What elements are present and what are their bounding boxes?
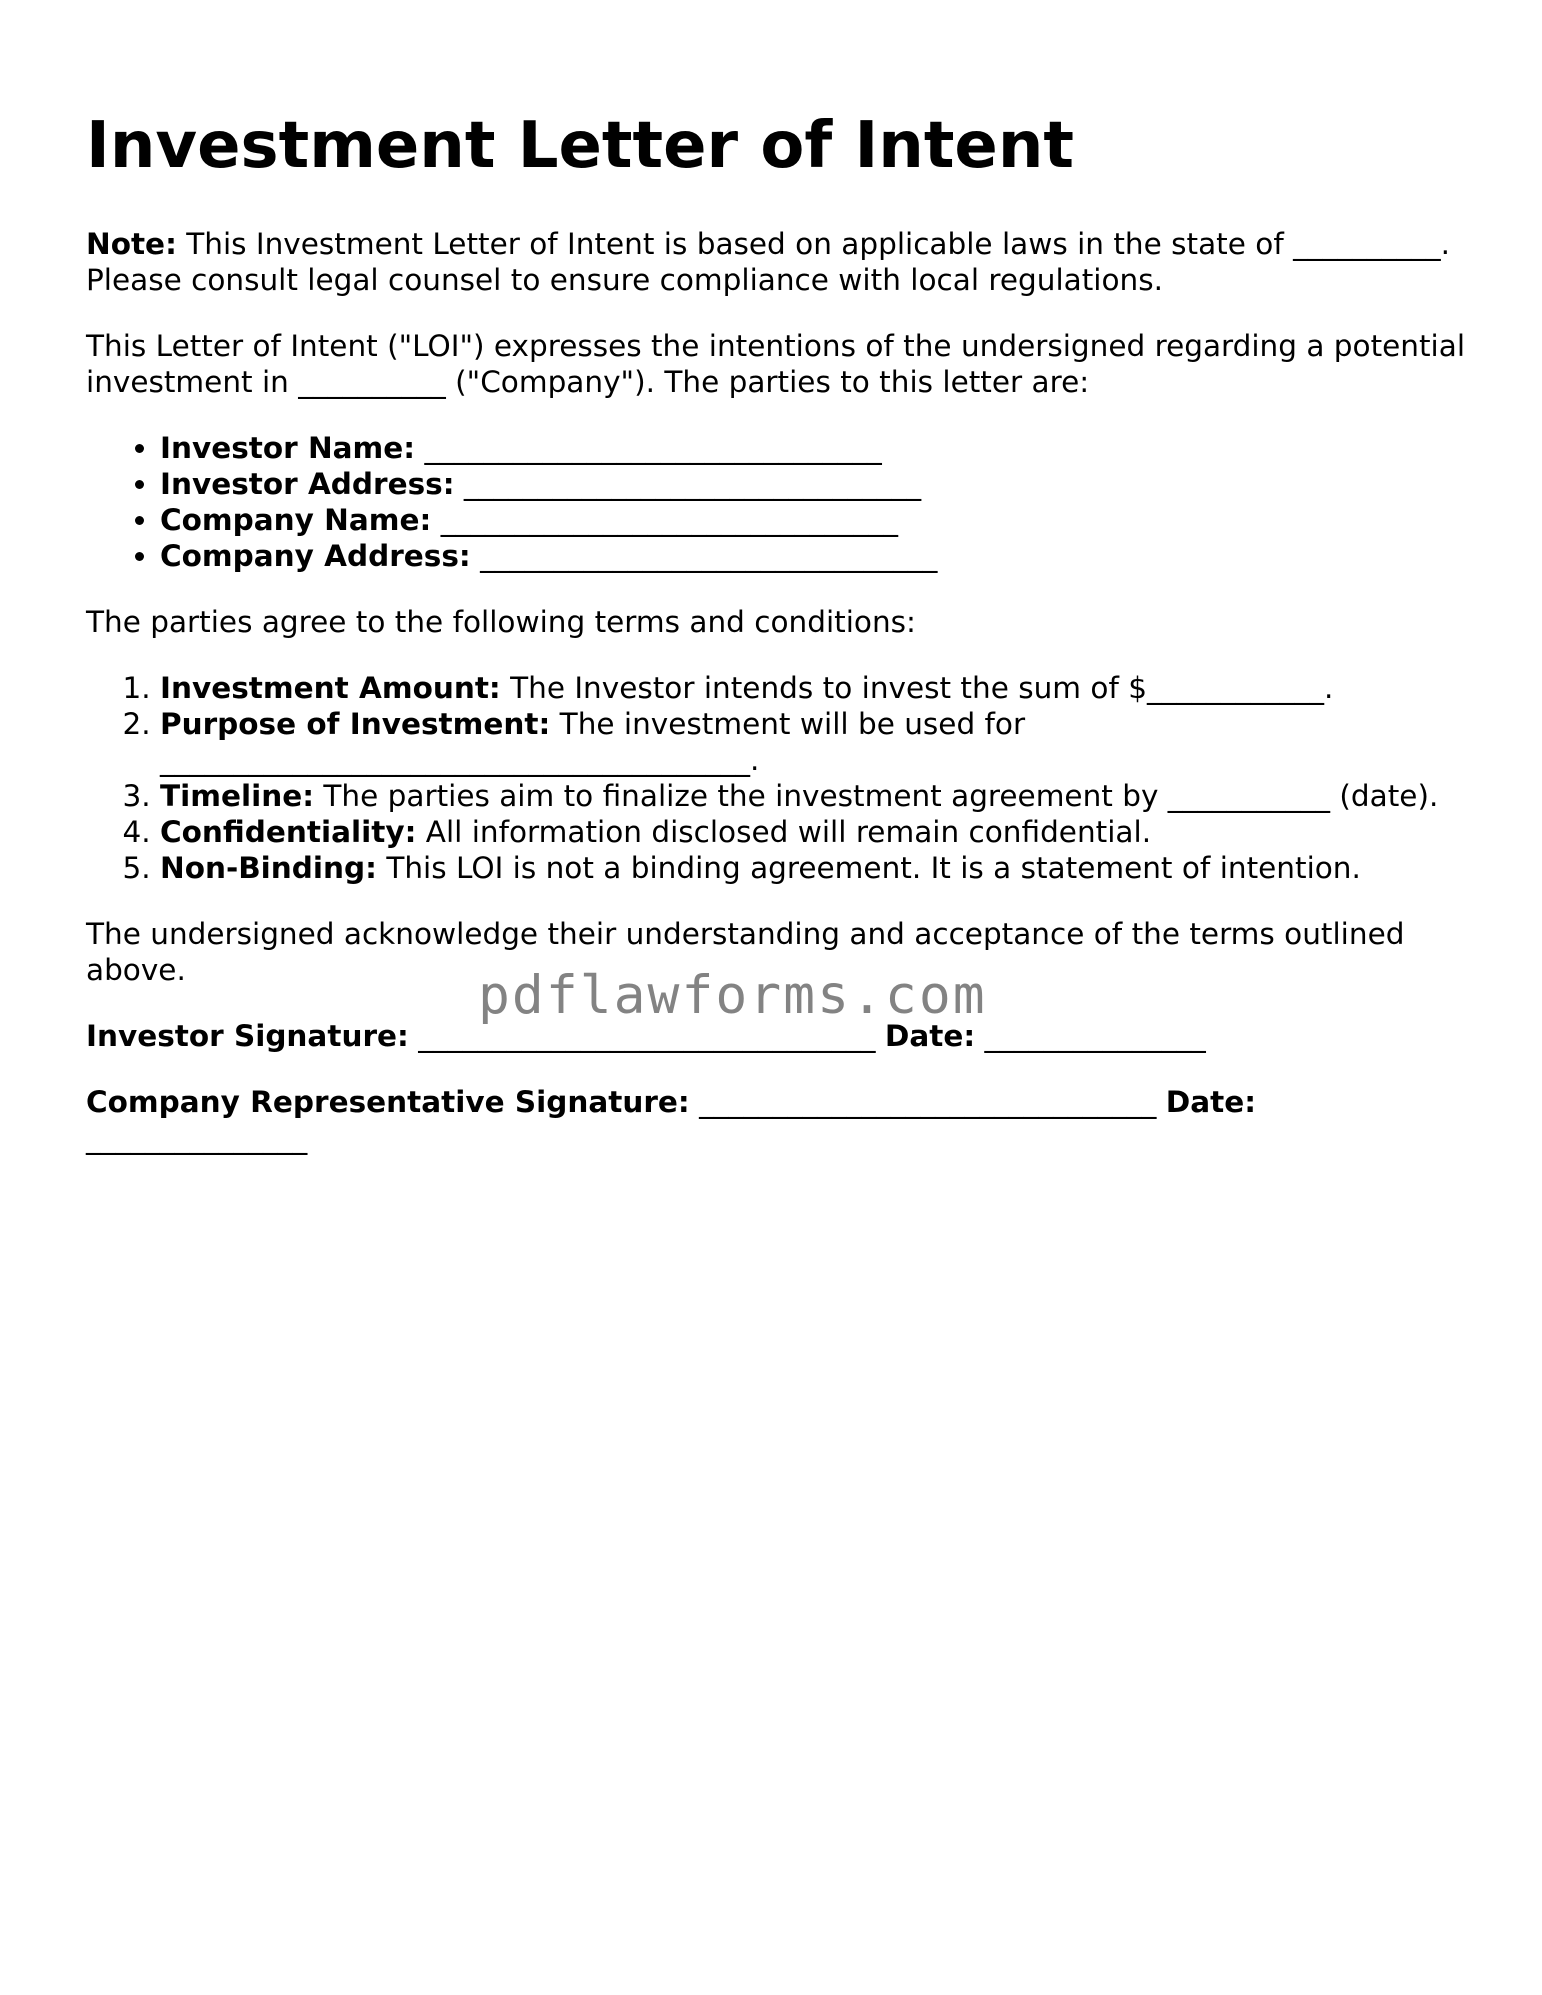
- party-item-company-name: [160, 502, 1466, 538]
- term-text: The investment will be used for ________________________________________.: [160, 707, 1026, 777]
- party-blank: _______________________________: [431, 503, 898, 537]
- investor-signature-label: Investor Signature:: [86, 1019, 409, 1053]
- company-date-blank: _______________: [86, 1121, 308, 1155]
- term-text: This LOI is not a binding agreement. It is a statement of intention.: [376, 851, 1361, 885]
- term-text: All information disclosed will remain confidential.: [416, 815, 1152, 849]
- term-item-confidentiality: [160, 814, 1466, 850]
- note-label: Note:: [86, 227, 177, 261]
- party-label: Company Name:: [160, 503, 432, 537]
- company-signature-blank: _______________________________: [689, 1085, 1166, 1119]
- company-signature-line: [86, 1084, 1466, 1156]
- term-item-timeline: [160, 778, 1466, 814]
- party-label: Investor Name:: [160, 431, 416, 465]
- term-text: The Investor intends to invest the sum of $____________.: [500, 671, 1334, 705]
- company-signature-label: Company Representative Signature:: [86, 1085, 690, 1119]
- party-label: Investor Address:: [160, 467, 455, 501]
- company-date-label: Date:: [1165, 1085, 1257, 1119]
- party-blank: _______________________________: [415, 431, 882, 465]
- term-item-non-binding: [160, 850, 1466, 886]
- term-item-purpose: [160, 706, 1466, 778]
- investor-date-label: Date:: [884, 1019, 976, 1053]
- note-paragraph: [86, 226, 1466, 298]
- party-item-investor-name: [160, 430, 1466, 466]
- term-label: Non-Binding:: [160, 851, 377, 885]
- intro-paragraph: This Letter of Intent ("LOI") expresses the intentions of the undersigned regarding a potential investment in __________ ("Company"). The parties to this letter are:: [86, 329, 1466, 399]
- term-label: Purpose of Investment:: [160, 707, 551, 741]
- terms-list: [86, 670, 1466, 886]
- party-blank: _______________________________: [454, 467, 922, 501]
- investor-date-blank: _______________: [975, 1019, 1206, 1053]
- acknowledgment-paragraph: The undersigned acknowledge their understanding and acceptance of the terms outlined above.: [86, 917, 1405, 987]
- watermark: pdflawforms.com: [478, 965, 987, 1026]
- term-label: Confidentiality:: [160, 815, 417, 849]
- investor-signature-blank: _______________________________: [408, 1019, 885, 1053]
- party-item-company-address: [160, 538, 1466, 574]
- party-label: Company Address:: [160, 539, 471, 573]
- parties-list: [86, 430, 1466, 574]
- party-blank: _______________________________: [470, 539, 938, 573]
- note-text: This Investment Letter of Intent is based on applicable laws in the state of __________. Please consult legal counsel to ensure compliance with local regulations.: [86, 227, 1450, 297]
- terms-intro-paragraph: The parties agree to the following terms and conditions:: [86, 605, 916, 639]
- party-item-investor-address: [160, 466, 1466, 502]
- term-label: Investment Amount:: [160, 671, 501, 705]
- term-label: Timeline:: [160, 779, 315, 813]
- document-title: Investment Letter of Intent: [86, 109, 1074, 183]
- term-text: The parties aim to finalize the investment agreement by ___________ (date).: [314, 779, 1439, 813]
- term-item-investment-amount: [160, 670, 1466, 706]
